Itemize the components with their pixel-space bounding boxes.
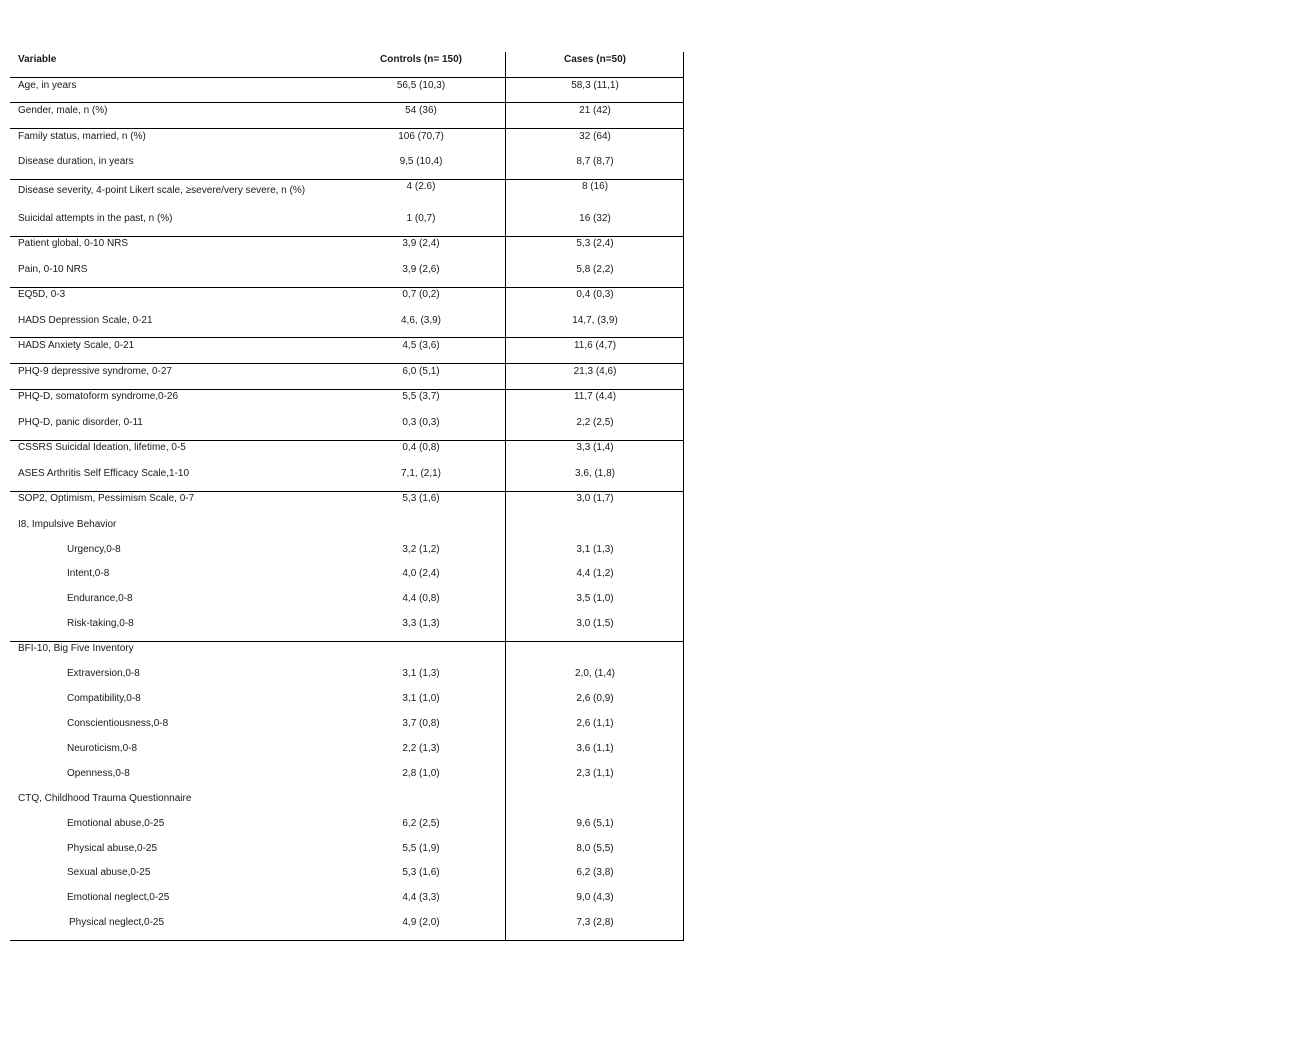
row-cases-value: 5,8 (2,2) (576, 264, 614, 275)
row-cases-value: 2,6 (1,1) (576, 718, 614, 729)
row-controls-value: 4 (2.6) (406, 181, 436, 192)
row-label: PHQ-9 depressive syndrome, 0-27 (18, 366, 172, 377)
row-cases-value: 2,3 (1,1) (576, 768, 614, 779)
results-table (10, 0, 684, 1042)
row-cases-value: 3,0 (1,5) (576, 618, 614, 629)
row-rule (10, 128, 684, 129)
row-cases-value: 21 (42) (579, 105, 611, 116)
row-controls-value: 4,9 (2,0) (402, 917, 440, 928)
section-label: BFI-10, Big Five Inventory (18, 643, 134, 654)
row-rule (10, 102, 684, 103)
row-controls-value: 3,9 (2,6) (402, 264, 440, 275)
row-cases-value: 32 (64) (579, 131, 611, 142)
row-controls-value: 3,1 (1,0) (402, 693, 440, 704)
row-cases-value: 3,1 (1,3) (576, 544, 614, 555)
row-cases-value: 6,2 (3,8) (576, 867, 614, 878)
row-cases-value: 11,7 (4,4) (573, 391, 617, 402)
row-rule (10, 337, 684, 338)
row-controls-value: 2,2 (1,3) (402, 743, 440, 754)
row-controls-value: 5,3 (1,6) (402, 867, 440, 878)
row-label: Disease severity, 4-point Likert scale, ≥severe/very severe, n (%) (18, 185, 306, 196)
row-cases-value: 21,3 (4,6) (573, 366, 617, 377)
row-label: Extraversion,0-8 (67, 668, 140, 679)
row-rule (10, 389, 684, 390)
row-label: Neuroticism,0-8 (67, 743, 138, 754)
row-controls-value: 56,5 (10,3) (396, 80, 446, 91)
row-controls-value: 6,2 (2,5) (402, 818, 440, 829)
row-cases-value: 4,4 (1,2) (576, 568, 614, 579)
row-label: EQ5D, 0-3 (18, 289, 66, 300)
row-label: Compatibility,0-8 (67, 693, 141, 704)
row-label: Family status, married, n (%) (18, 131, 146, 142)
header-controls: Controls (n= 150) (380, 54, 462, 65)
section-label: I8, Impulsive Behavior (18, 519, 117, 530)
row-cases-value: 3,6 (1,1) (576, 743, 614, 754)
row-label: Physical abuse,0-25 (67, 843, 158, 854)
row-label: Conscientiousness,0-8 (67, 718, 169, 729)
row-cases-value: 2,2 (2,5) (576, 417, 614, 428)
row-label: Gender, male, n (%) (18, 105, 108, 116)
row-controls-value: 7,1, (2,1) (400, 468, 442, 479)
row-controls-value: 3,2 (1,2) (402, 544, 440, 555)
row-cases-value: 9,6 (5,1) (576, 818, 614, 829)
row-rule (10, 236, 684, 237)
row-label: HADS Anxiety Scale, 0-21 (18, 340, 135, 351)
row-controls-value: 4,5 (3,6) (402, 340, 440, 351)
row-rule (10, 287, 684, 288)
row-cases-value: 7,3 (2,8) (576, 917, 614, 928)
table-right-border (683, 52, 684, 941)
row-controls-value: 3,1 (1,3) (402, 668, 440, 679)
row-label: Sexual abuse,0-25 (67, 867, 151, 878)
row-controls-value: 5,5 (3,7) (402, 391, 440, 402)
row-controls-value: 3,9 (2,4) (402, 238, 440, 249)
row-controls-value: 0,7 (0,2) (402, 289, 440, 300)
row-rule (10, 77, 684, 78)
row-rule (10, 363, 684, 364)
row-label: Risk-taking,0-8 (67, 618, 134, 629)
row-controls-value: 4,4 (3,3) (402, 892, 440, 903)
row-controls-value: 5,3 (1,6) (402, 493, 440, 504)
row-label: CSSRS Suicidal Ideation, lifetime, 0-5 (18, 442, 186, 453)
row-label: Intent,0-8 (67, 568, 110, 579)
row-cases-value: 8,7 (8,7) (576, 156, 614, 167)
row-label: Patient global, 0-10 NRS (18, 238, 129, 249)
row-controls-value: 3,3 (1,3) (402, 618, 440, 629)
row-label: PHQ-D, panic disorder, 0-11 (18, 417, 143, 428)
row-controls-value: 5,5 (1,9) (402, 843, 440, 854)
header-cases: Cases (n=50) (564, 54, 626, 65)
row-rule (10, 179, 684, 180)
row-label: PHQ-D, somatoform syndrome,0-26 (18, 391, 179, 402)
row-cases-value: 58,3 (11,1) (571, 80, 619, 91)
row-label: Endurance,0-8 (67, 593, 133, 604)
row-label: Openness,0-8 (67, 768, 130, 779)
row-cases-value: 5,3 (2,4) (576, 238, 614, 249)
row-controls-value: 9,5 (10,4) (399, 156, 443, 167)
row-label: Emotional neglect,0-25 (67, 892, 170, 903)
row-cases-value: 9,0 (4,3) (576, 892, 614, 903)
row-controls-value: 4,6, (3,9) (400, 315, 442, 326)
row-label: Disease duration, in years (18, 156, 134, 167)
row-controls-value: 4,0 (2,4) (402, 568, 440, 579)
row-controls-value: 2,8 (1,0) (402, 768, 440, 779)
table-bottom-rule (10, 940, 684, 941)
row-rule (10, 440, 684, 441)
row-controls-value: 106 (70,7) (398, 131, 444, 142)
row-cases-value: 3,6, (1,8) (574, 468, 616, 479)
row-cases-value: 0,4 (0,3) (576, 289, 614, 300)
row-controls-value: 0,4 (0,8) (402, 442, 440, 453)
header-variable: Variable (18, 54, 57, 65)
column-divider (505, 52, 506, 941)
row-cases-value: 14,7, (3,9) (572, 315, 618, 326)
row-label: Suicidal attempts in the past, n (%) (18, 213, 173, 224)
row-cases-value: 2,6 (0,9) (576, 693, 614, 704)
row-controls-value: 0,3 (0,3) (402, 417, 440, 428)
row-label: ASES Arthritis Self Efficacy Scale,1-10 (18, 468, 190, 479)
row-label: Urgency,0-8 (67, 544, 121, 555)
row-label: HADS Depression Scale, 0-21 (18, 315, 153, 326)
row-controls-value: 54 (36) (405, 105, 437, 116)
row-label: Pain, 0-10 NRS (18, 264, 88, 275)
row-cases-value: 8 (16) (581, 181, 609, 192)
row-label: SOP2, Optimism, Pessimism Scale, 0-7 (18, 493, 195, 504)
row-controls-value: 6,0 (5,1) (402, 366, 440, 377)
row-cases-value: 3,0 (1,7) (576, 493, 614, 504)
row-label: Physical neglect,0-25 (69, 917, 165, 928)
row-cases-value: 11,6 (4,7) (573, 340, 617, 351)
row-label: Age, in years (18, 80, 77, 91)
row-controls-value: 4,4 (0,8) (402, 593, 440, 604)
row-cases-value: 16 (32) (579, 213, 611, 224)
row-cases-value: 3,5 (1,0) (576, 593, 614, 604)
row-cases-value: 3,3 (1,4) (576, 442, 614, 453)
row-rule (10, 491, 684, 492)
row-cases-value: 8,0 (5,5) (576, 843, 614, 854)
row-cases-value: 2,0, (1,4) (574, 668, 616, 679)
row-label: Emotional abuse,0-25 (67, 818, 165, 829)
row-rule (10, 641, 684, 642)
section-label: CTQ, Childhood Trauma Questionnaire (18, 793, 192, 804)
row-controls-value: 1 (0,7) (406, 213, 436, 224)
row-controls-value: 3,7 (0,8) (402, 718, 440, 729)
